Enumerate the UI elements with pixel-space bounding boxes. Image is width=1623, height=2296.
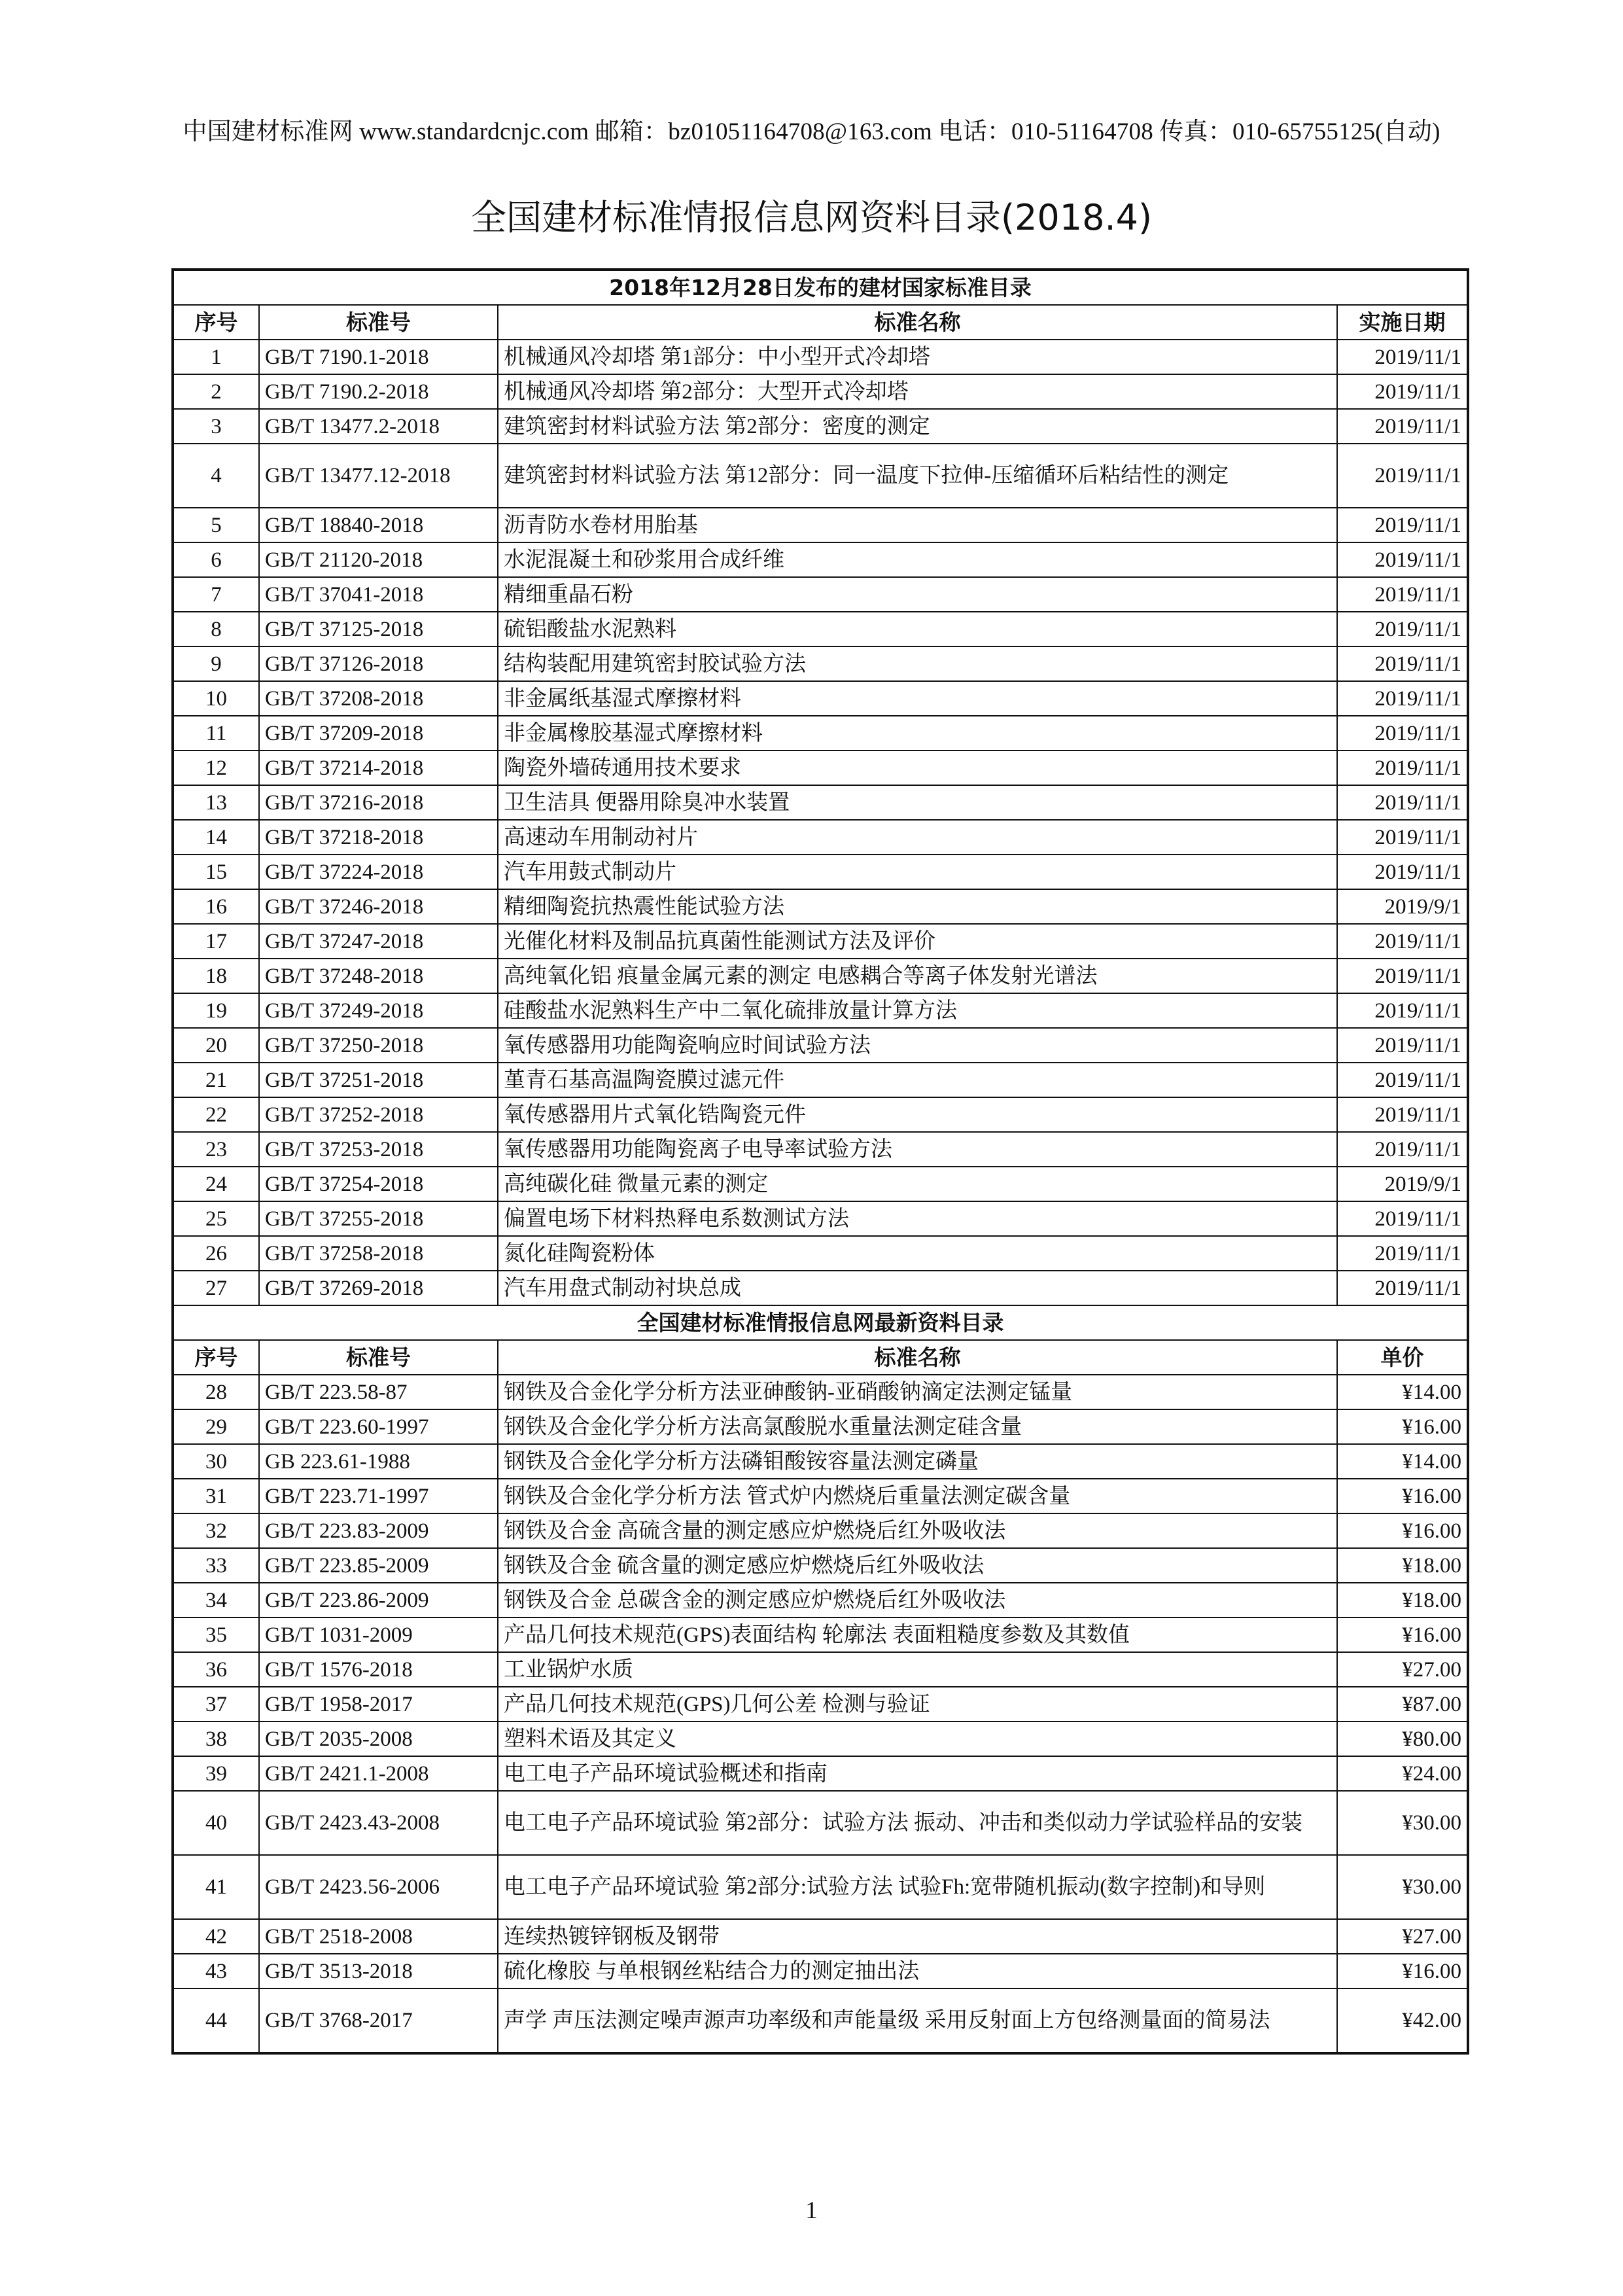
row-effective-date: 2019/11/1 <box>1337 612 1468 646</box>
row-standard-name: 硫铝酸盐水泥熟料 <box>498 612 1337 646</box>
row-standard-number: GB/T 37252-2018 <box>259 1097 498 1132</box>
row-seq: 14 <box>173 820 259 855</box>
row-seq: 25 <box>173 1201 259 1236</box>
row-seq: 9 <box>173 646 259 681</box>
row-standard-number: GB/T 37248-2018 <box>259 959 498 993</box>
row-standard-name: 工业锅炉水质 <box>498 1652 1337 1687</box>
header-standard-number: 标准号 <box>259 305 498 340</box>
row-standard-number: GB/T 37126-2018 <box>259 646 498 681</box>
row-effective-date: 2019/11/1 <box>1337 924 1468 959</box>
row-standard-name: 建筑密封材料试验方法 第2部分：密度的测定 <box>498 409 1337 444</box>
row-effective-date: 2019/11/1 <box>1337 681 1468 716</box>
table-row <box>173 855 1468 889</box>
row-standard-name: 硅酸盐水泥熟料生产中二氧化硫排放量计算方法 <box>498 993 1337 1028</box>
row-standard-number: GB/T 37258-2018 <box>259 1236 498 1271</box>
row-standard-name: 钢铁及合金 总碳含金的测定感应炉燃烧后红外吸收法 <box>498 1583 1337 1617</box>
row-standard-name: 钢铁及合金化学分析方法亚砷酸钠-亚硝酸钠滴定法测定锰量 <box>498 1375 1337 1409</box>
row-effective-date: 2019/11/1 <box>1337 444 1468 508</box>
row-standard-name: 堇青石基高温陶瓷膜过滤元件 <box>498 1063 1337 1097</box>
row-standard-name: 声学 声压法测定噪声源声功率级和声能量级 采用反射面上方包络测量面的简易法 <box>498 1988 1337 2053</box>
header-standard-name: 标准名称 <box>498 1340 1337 1375</box>
table-row <box>173 577 1468 612</box>
table-row <box>173 508 1468 542</box>
row-effective-date: 2019/11/1 <box>1337 542 1468 577</box>
row-seq: 30 <box>173 1444 259 1479</box>
section-2-title: 全国建材标准情报信息网最新资料目录 <box>173 1305 1468 1340</box>
row-standard-name: 钢铁及合金化学分析方法 管式炉内燃烧后重量法测定碳含量 <box>498 1479 1337 1513</box>
row-seq: 20 <box>173 1028 259 1063</box>
row-unit-price: ¥27.00 <box>1337 1652 1468 1687</box>
row-standard-number: GB/T 223.83-2009 <box>259 1513 498 1548</box>
row-seq: 19 <box>173 993 259 1028</box>
table-row <box>173 820 1468 855</box>
row-seq: 6 <box>173 542 259 577</box>
row-standard-number: GB/T 37269-2018 <box>259 1271 498 1305</box>
row-seq: 23 <box>173 1132 259 1167</box>
row-effective-date: 2019/11/1 <box>1337 1097 1468 1132</box>
row-effective-date: 2019/11/1 <box>1337 1236 1468 1271</box>
row-standard-name: 氧传感器用功能陶瓷离子电导率试验方法 <box>498 1132 1337 1167</box>
row-seq: 10 <box>173 681 259 716</box>
row-standard-name: 氧传感器用片式氧化锆陶瓷元件 <box>498 1097 1337 1132</box>
row-unit-price: ¥14.00 <box>1337 1444 1468 1479</box>
row-standard-name: 连续热镀锌钢板及钢带 <box>498 1919 1337 1954</box>
row-standard-number: GB/T 2035-2008 <box>259 1722 498 1756</box>
row-effective-date: 2019/11/1 <box>1337 1271 1468 1305</box>
row-unit-price: ¥30.00 <box>1337 1855 1468 1919</box>
row-standard-name: 非金属橡胶基湿式摩擦材料 <box>498 716 1337 751</box>
row-standard-name: 偏置电场下材料热释电系数测试方法 <box>498 1201 1337 1236</box>
row-seq: 11 <box>173 716 259 751</box>
row-standard-number: GB/T 37216-2018 <box>259 785 498 820</box>
row-effective-date: 2019/11/1 <box>1337 577 1468 612</box>
table-row <box>173 889 1468 924</box>
row-standard-name: 水泥混凝土和砂浆用合成纤维 <box>498 542 1337 577</box>
row-standard-number: GB/T 7190.2-2018 <box>259 374 498 409</box>
row-seq: 34 <box>173 1583 259 1617</box>
table-row <box>173 612 1468 646</box>
section-2-header-row <box>173 1340 1468 1375</box>
row-unit-price: ¥16.00 <box>1337 1409 1468 1444</box>
table-row <box>173 542 1468 577</box>
row-standard-name: 氮化硅陶瓷粉体 <box>498 1236 1337 1271</box>
row-unit-price: ¥18.00 <box>1337 1583 1468 1617</box>
row-seq: 41 <box>173 1855 259 1919</box>
row-standard-number: GB/T 2421.1-2008 <box>259 1756 498 1791</box>
contact-header: 中国建材标准网 www.standardcnjc.com 邮箱：bz01051164708@163.com 电话：010-51164708 传真：010-65755125(自动) <box>183 118 1440 145</box>
row-standard-name: 硫化橡胶 与单根钢丝粘结合力的测定抽出法 <box>498 1954 1337 1988</box>
row-standard-number: GB/T 223.71-1997 <box>259 1479 498 1513</box>
row-standard-name: 高纯氧化铝 痕量金属元素的测定 电感耦合等离子体发射光谱法 <box>498 959 1337 993</box>
row-effective-date: 2019/11/1 <box>1337 959 1468 993</box>
table-row <box>173 1988 1468 2053</box>
table-row <box>173 1617 1468 1652</box>
row-standard-number: GB/T 223.86-2009 <box>259 1583 498 1617</box>
header-seq: 序号 <box>173 305 259 340</box>
row-effective-date: 2019/11/1 <box>1337 751 1468 785</box>
row-seq: 44 <box>173 1988 259 2053</box>
row-unit-price: ¥80.00 <box>1337 1722 1468 1756</box>
table-row <box>173 1409 1468 1444</box>
row-unit-price: ¥16.00 <box>1337 1954 1468 1988</box>
row-standard-number: GB/T 37254-2018 <box>259 1167 498 1201</box>
table-row <box>173 1583 1468 1617</box>
row-effective-date: 2019/11/1 <box>1337 993 1468 1028</box>
row-unit-price: ¥16.00 <box>1337 1479 1468 1513</box>
table-row <box>173 646 1468 681</box>
row-effective-date: 2019/9/1 <box>1337 889 1468 924</box>
table-row <box>173 1444 1468 1479</box>
row-standard-number: GB/T 37246-2018 <box>259 889 498 924</box>
header-effective-date: 实施日期 <box>1337 305 1468 340</box>
row-effective-date: 2019/11/1 <box>1337 1063 1468 1097</box>
row-effective-date: 2019/11/1 <box>1337 340 1468 374</box>
row-seq: 22 <box>173 1097 259 1132</box>
table-row <box>173 374 1468 409</box>
row-standard-name: 塑料术语及其定义 <box>498 1722 1337 1756</box>
table-row <box>173 1479 1468 1513</box>
row-seq: 3 <box>173 409 259 444</box>
row-standard-number: GB/T 223.58-87 <box>259 1375 498 1409</box>
row-standard-name: 氧传感器用功能陶瓷响应时间试验方法 <box>498 1028 1337 1063</box>
row-seq: 12 <box>173 751 259 785</box>
row-seq: 5 <box>173 508 259 542</box>
table-row <box>173 1201 1468 1236</box>
row-standard-name: 汽车用盘式制动衬块总成 <box>498 1271 1337 1305</box>
section-1-title: 2018年12月28日发布的建材国家标准目录 <box>173 270 1468 305</box>
row-effective-date: 2019/11/1 <box>1337 855 1468 889</box>
row-standard-number: GB/T 37218-2018 <box>259 820 498 855</box>
row-standard-number: GB/T 37249-2018 <box>259 993 498 1028</box>
table-row <box>173 1271 1468 1305</box>
row-standard-name: 非金属纸基湿式摩擦材料 <box>498 681 1337 716</box>
row-standard-number: GB/T 223.85-2009 <box>259 1548 498 1583</box>
header-standard-name: 标准名称 <box>498 305 1337 340</box>
row-effective-date: 2019/11/1 <box>1337 785 1468 820</box>
table-row <box>173 1236 1468 1271</box>
row-effective-date: 2019/11/1 <box>1337 1201 1468 1236</box>
table-row <box>173 681 1468 716</box>
row-effective-date: 2019/11/1 <box>1337 374 1468 409</box>
row-standard-number: GB/T 13477.12-2018 <box>259 444 498 508</box>
row-seq: 4 <box>173 444 259 508</box>
row-seq: 35 <box>173 1617 259 1652</box>
row-standard-number: GB/T 223.60-1997 <box>259 1409 498 1444</box>
row-effective-date: 2019/11/1 <box>1337 1132 1468 1167</box>
row-standard-name: 电工电子产品环境试验 第2部分:试验方法 试验Fh:宽带随机振动(数字控制)和导则 <box>498 1855 1337 1919</box>
row-seq: 8 <box>173 612 259 646</box>
row-standard-number: GB/T 37208-2018 <box>259 681 498 716</box>
row-standard-number: GB/T 2423.43-2008 <box>259 1791 498 1855</box>
table-row <box>173 1652 1468 1687</box>
row-seq: 27 <box>173 1271 259 1305</box>
row-standard-name: 陶瓷外墙砖通用技术要求 <box>498 751 1337 785</box>
row-standard-name: 卫生洁具 便器用除臭冲水装置 <box>498 785 1337 820</box>
row-standard-number: GB/T 1031-2009 <box>259 1617 498 1652</box>
table-row <box>173 409 1468 444</box>
table-row <box>173 340 1468 374</box>
row-seq: 38 <box>173 1722 259 1756</box>
row-standard-name: 汽车用鼓式制动片 <box>498 855 1337 889</box>
row-seq: 16 <box>173 889 259 924</box>
table-row <box>173 1756 1468 1791</box>
row-standard-number: GB/T 37251-2018 <box>259 1063 498 1097</box>
row-effective-date: 2019/11/1 <box>1337 1028 1468 1063</box>
table-row <box>173 1687 1468 1722</box>
row-seq: 31 <box>173 1479 259 1513</box>
row-seq: 40 <box>173 1791 259 1855</box>
row-standard-number: GB/T 37209-2018 <box>259 716 498 751</box>
row-seq: 7 <box>173 577 259 612</box>
row-unit-price: ¥14.00 <box>1337 1375 1468 1409</box>
table-row <box>173 1855 1468 1919</box>
row-unit-price: ¥16.00 <box>1337 1513 1468 1548</box>
table-row <box>173 785 1468 820</box>
row-seq: 36 <box>173 1652 259 1687</box>
header-seq: 序号 <box>173 1340 259 1375</box>
row-standard-name: 钢铁及合金化学分析方法磷钼酸铵容量法测定磷量 <box>498 1444 1337 1479</box>
row-standard-name: 钢铁及合金 硫含量的测定感应炉燃烧后红外吸收法 <box>498 1548 1337 1583</box>
row-seq: 2 <box>173 374 259 409</box>
row-standard-name: 高纯碳化硅 微量元素的测定 <box>498 1167 1337 1201</box>
table-row <box>173 716 1468 751</box>
row-effective-date: 2019/11/1 <box>1337 409 1468 444</box>
row-standard-name: 机械通风冷却塔 第1部分：中小型开式冷却塔 <box>498 340 1337 374</box>
table-row <box>173 1919 1468 1954</box>
row-seq: 32 <box>173 1513 259 1548</box>
header-unit-price: 单价 <box>1337 1340 1468 1375</box>
row-seq: 42 <box>173 1919 259 1954</box>
row-effective-date: 2019/11/1 <box>1337 646 1468 681</box>
table-row <box>173 1513 1468 1548</box>
table-row <box>173 1375 1468 1409</box>
row-seq: 13 <box>173 785 259 820</box>
row-unit-price: ¥24.00 <box>1337 1756 1468 1791</box>
row-seq: 17 <box>173 924 259 959</box>
row-unit-price: ¥30.00 <box>1337 1791 1468 1855</box>
table-row <box>173 1548 1468 1583</box>
row-standard-name: 精细陶瓷抗热震性能试验方法 <box>498 889 1337 924</box>
row-seq: 29 <box>173 1409 259 1444</box>
header-standard-number: 标准号 <box>259 1340 498 1375</box>
page-number: 1 <box>805 2197 818 2224</box>
row-seq: 15 <box>173 855 259 889</box>
row-seq: 37 <box>173 1687 259 1722</box>
row-standard-number: GB/T 37041-2018 <box>259 577 498 612</box>
row-seq: 33 <box>173 1548 259 1583</box>
row-standard-number: GB/T 37250-2018 <box>259 1028 498 1063</box>
row-unit-price: ¥42.00 <box>1337 1988 1468 2053</box>
table-row <box>173 993 1468 1028</box>
row-seq: 39 <box>173 1756 259 1791</box>
row-standard-name: 建筑密封材料试验方法 第12部分：同一温度下拉伸-压缩循环后粘结性的测定 <box>498 444 1337 508</box>
table-row <box>173 1063 1468 1097</box>
row-seq: 43 <box>173 1954 259 1988</box>
row-effective-date: 2019/9/1 <box>1337 1167 1468 1201</box>
row-standard-name: 高速动车用制动衬片 <box>498 820 1337 855</box>
table-row <box>173 1028 1468 1063</box>
section-2-title-row <box>173 1305 1468 1340</box>
row-unit-price: ¥18.00 <box>1337 1548 1468 1583</box>
table-row <box>173 444 1468 508</box>
row-standard-name: 电工电子产品环境试验 第2部分：试验方法 振动、冲击和类似动力学试验样品的安装 <box>498 1791 1337 1855</box>
row-standard-name: 钢铁及合金化学分析方法高氯酸脱水重量法测定硅含量 <box>498 1409 1337 1444</box>
row-standard-number: GB/T 3768-2017 <box>259 1988 498 2053</box>
table-row <box>173 751 1468 785</box>
row-seq: 21 <box>173 1063 259 1097</box>
row-standard-name: 机械通风冷却塔 第2部分：大型开式冷却塔 <box>498 374 1337 409</box>
document-title: 全国建材标准情报信息网资料目录(2018.4) <box>470 197 1153 238</box>
row-standard-number: GB/T 18840-2018 <box>259 508 498 542</box>
row-standard-number: GB/T 37255-2018 <box>259 1201 498 1236</box>
table-row <box>173 1167 1468 1201</box>
row-standard-number: GB 223.61-1988 <box>259 1444 498 1479</box>
table-row <box>173 1097 1468 1132</box>
row-standard-number: GB/T 37125-2018 <box>259 612 498 646</box>
table-row <box>173 1722 1468 1756</box>
row-standard-name: 产品几何技术规范(GPS)表面结构 轮廓法 表面粗糙度参数及其数值 <box>498 1617 1337 1652</box>
row-unit-price: ¥27.00 <box>1337 1919 1468 1954</box>
section-1-title-row <box>173 270 1468 305</box>
row-standard-number: GB/T 37253-2018 <box>259 1132 498 1167</box>
table-row <box>173 924 1468 959</box>
row-seq: 26 <box>173 1236 259 1271</box>
row-standard-number: GB/T 3513-2018 <box>259 1954 498 1988</box>
standards-catalog-table <box>171 268 1469 2055</box>
table-row <box>173 1132 1468 1167</box>
table-row <box>173 1791 1468 1855</box>
table-row <box>173 959 1468 993</box>
row-seq: 24 <box>173 1167 259 1201</box>
row-standard-number: GB/T 1958-2017 <box>259 1687 498 1722</box>
row-standard-number: GB/T 7190.1-2018 <box>259 340 498 374</box>
row-effective-date: 2019/11/1 <box>1337 820 1468 855</box>
row-seq: 18 <box>173 959 259 993</box>
row-effective-date: 2019/11/1 <box>1337 716 1468 751</box>
row-standard-number: GB/T 37224-2018 <box>259 855 498 889</box>
row-standard-name: 精细重晶石粉 <box>498 577 1337 612</box>
row-effective-date: 2019/11/1 <box>1337 508 1468 542</box>
row-standard-number: GB/T 13477.2-2018 <box>259 409 498 444</box>
row-standard-name: 电工电子产品环境试验概述和指南 <box>498 1756 1337 1791</box>
row-standard-number: GB/T 21120-2018 <box>259 542 498 577</box>
row-standard-number: GB/T 2518-2008 <box>259 1919 498 1954</box>
row-unit-price: ¥87.00 <box>1337 1687 1468 1722</box>
row-standard-number: GB/T 37247-2018 <box>259 924 498 959</box>
row-unit-price: ¥16.00 <box>1337 1617 1468 1652</box>
row-standard-number: GB/T 1576-2018 <box>259 1652 498 1687</box>
row-standard-number: GB/T 2423.56-2006 <box>259 1855 498 1919</box>
row-standard-name: 光催化材料及制品抗真菌性能测试方法及评价 <box>498 924 1337 959</box>
row-seq: 28 <box>173 1375 259 1409</box>
row-standard-name: 产品几何技术规范(GPS)几何公差 检测与验证 <box>498 1687 1337 1722</box>
row-standard-name: 沥青防水卷材用胎基 <box>498 508 1337 542</box>
row-seq: 1 <box>173 340 259 374</box>
section-1-header-row <box>173 305 1468 340</box>
table-row <box>173 1954 1468 1988</box>
row-standard-number: GB/T 37214-2018 <box>259 751 498 785</box>
row-standard-name: 结构装配用建筑密封胶试验方法 <box>498 646 1337 681</box>
row-standard-name: 钢铁及合金 高硫含量的测定感应炉燃烧后红外吸收法 <box>498 1513 1337 1548</box>
